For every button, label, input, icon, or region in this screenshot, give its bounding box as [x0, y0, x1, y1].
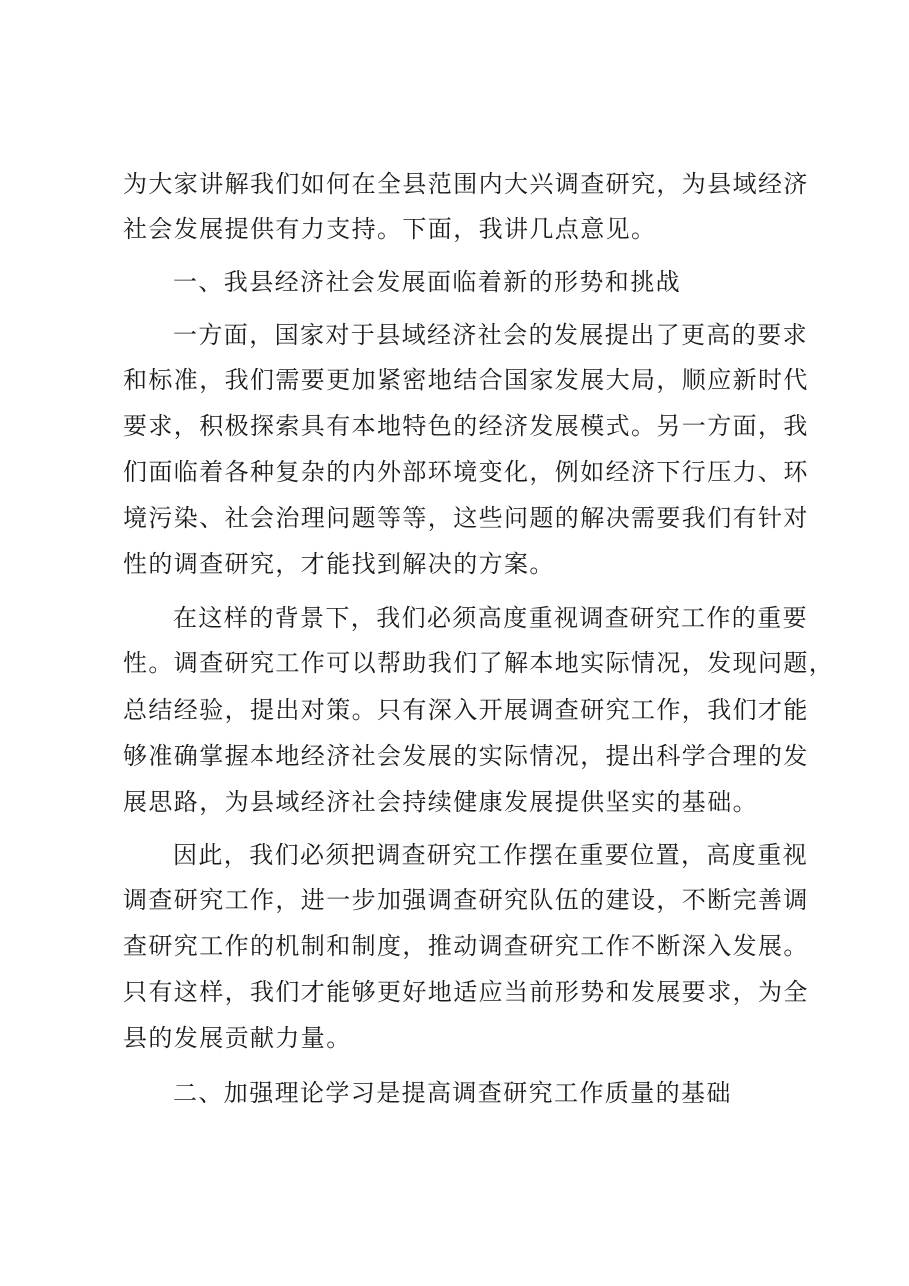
text-line: 一方面，国家对于县域经济社会的发展提出了更高的要求	[173, 321, 808, 349]
text-line: 在这样的背景下，我们必须高度重视调查研究工作的重要	[173, 604, 808, 632]
text-line: 只有这样，我们才能够更好地适应当前形势和发展要求，为全	[123, 978, 809, 1006]
text-line: 县的发展贡献力量。	[123, 1024, 352, 1052]
text-line: 为大家讲解我们如何在全县范围内大兴调查研究，为县域经济	[123, 170, 809, 198]
section-heading: 一、我县经济社会发展面临着新的形势和挑战	[173, 268, 681, 296]
section-heading: 二、加强理论学习是提高调查研究工作质量的基础	[173, 1079, 732, 1107]
text-line: 查研究工作的机制和制度，推动调查研究工作不断深入发展。	[123, 932, 809, 960]
text-line: 性。调查研究工作可以帮助我们了解本地实际情况，发现问题，	[123, 649, 835, 677]
text-line: 够准确掌握本地经济社会发展的实际情况，提出科学合理的发	[123, 742, 809, 770]
text-line: 展思路，为县域经济社会持续健康发展提供坚实的基础。	[123, 788, 758, 816]
text-line: 总结经验，提出对策。只有深入开展调查研究工作，我们才能	[123, 696, 809, 724]
text-line: 调查研究工作，进一步加强调查研究队伍的建设，不断完善调	[123, 886, 809, 914]
text-line: 要求，积极探索具有本地特色的经济发展模式。另一方面，我	[123, 412, 809, 440]
text-line: 社会发展提供有力支持。下面，我讲几点意见。	[123, 215, 657, 243]
text-line: 们面临着各种复杂的内外部环境变化，例如经济下行压力、环	[123, 458, 809, 486]
text-line: 境污染、社会治理问题等等，这些问题的解决需要我们有针对	[123, 504, 809, 532]
text-line: 和标准，我们需要更加紧密地结合国家发展大局，顺应新时代	[123, 366, 809, 394]
text-line: 性的调查研究，才能找到解决的方案。	[123, 550, 555, 578]
text-line: 因此，我们必须把调查研究工作摆在重要位置，高度重视	[173, 841, 808, 869]
